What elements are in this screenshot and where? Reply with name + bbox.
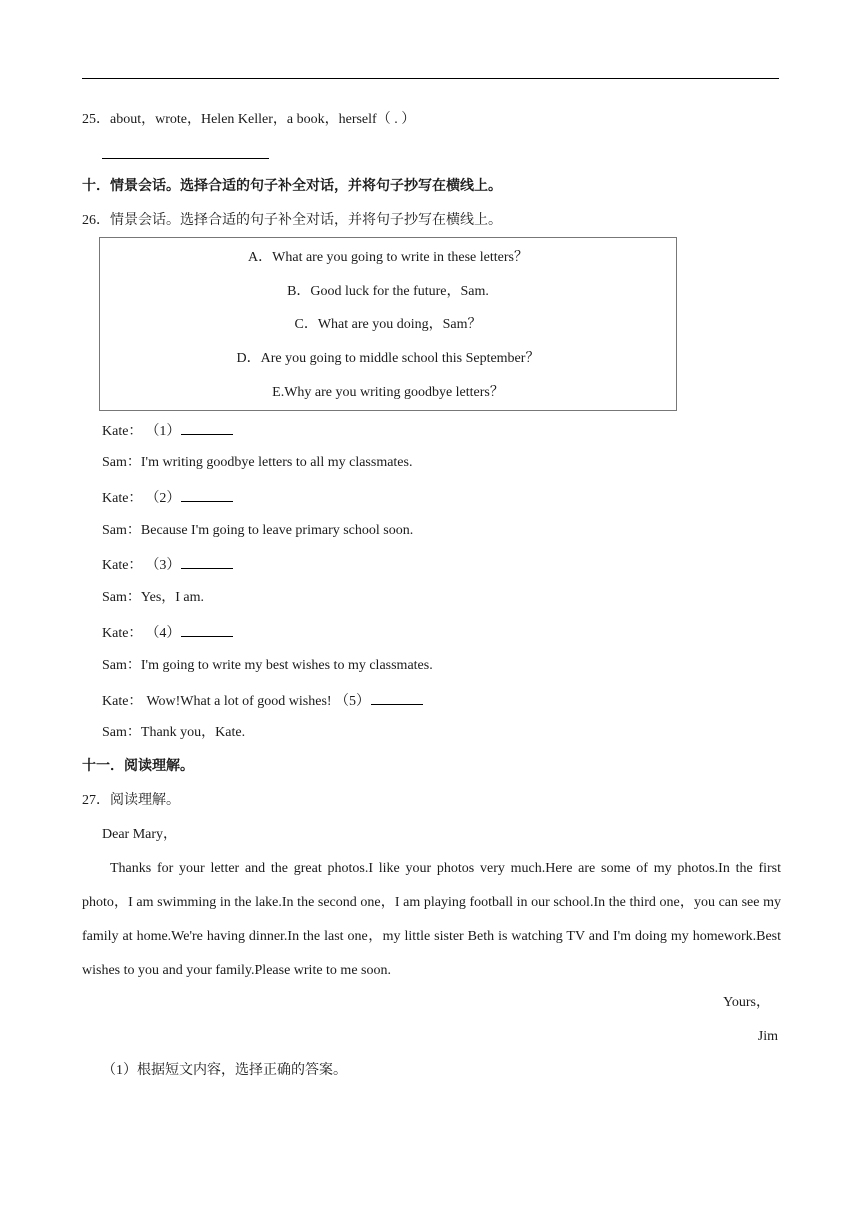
speaker: Kate： bbox=[102, 558, 143, 573]
option-d: D．Are you going to middle school this September？ bbox=[236, 351, 540, 366]
speaker: Sam： bbox=[102, 590, 141, 605]
dialog-line-9 bbox=[102, 690, 423, 712]
dialog-text: Yes，I am. bbox=[140, 590, 205, 605]
dialog-text: （2） bbox=[152, 491, 181, 506]
dialog-line-10 bbox=[102, 723, 245, 743]
option-b: B．Good luck for the future，Sam. bbox=[287, 284, 489, 299]
dialog-text: （1） bbox=[152, 424, 181, 439]
answer-blank[interactable] bbox=[181, 622, 233, 637]
dialog-line-4 bbox=[102, 521, 413, 541]
header-rule bbox=[82, 78, 779, 79]
dialog-text: （4） bbox=[152, 626, 181, 641]
letter-body-text: Thanks for your letter and the great photos.I like your photos very much.Here are some of my photos.In the first photo，I am swimming in the lake.In the second one，I am playing football in our school.In the third one，you can see my family at home.We're having dinner.In the last one，my little sister Beth is watching TV and I'm doing my homework.Best wishes to you and your family.Please write to me soon. bbox=[82, 861, 781, 978]
letter-greeting: Dear Mary， bbox=[102, 827, 178, 842]
dialog-text: I'm writing goodbye letters to all my classmates. bbox=[140, 455, 413, 470]
speaker: Kate： bbox=[102, 694, 143, 709]
answer-line-25[interactable] bbox=[102, 158, 269, 159]
dialog-line-3 bbox=[102, 487, 233, 509]
question-27: 27．阅读理解。 bbox=[82, 793, 180, 808]
dialog-line-1 bbox=[102, 420, 233, 442]
section-11-title: 十一．阅读理解。 bbox=[82, 759, 194, 774]
dialog-text: Because I'm going to leave primary school soon. bbox=[140, 523, 414, 538]
speaker: Kate： bbox=[102, 491, 143, 506]
dialog-line-7 bbox=[102, 622, 233, 644]
question-25: 25．about，wrote，Helen Keller，a book，herself（ . ） bbox=[82, 112, 416, 127]
answer-blank[interactable] bbox=[181, 554, 233, 569]
answer-blank[interactable] bbox=[181, 487, 233, 502]
sub-question-1: （1）根据短文内容，选择正确的答案。 bbox=[102, 1063, 347, 1078]
dialog-text: Thank you，Kate. bbox=[140, 725, 246, 740]
speaker: Kate： bbox=[102, 424, 143, 439]
letter-signature: Jim bbox=[757, 1029, 778, 1044]
speaker: Sam： bbox=[102, 523, 141, 538]
section-10-title: 十．情景会话。选择合适的句子补全对话，并将句子抄写在横线上。 bbox=[82, 179, 502, 194]
speaker: Sam： bbox=[102, 658, 141, 673]
option-e: E.Why are you writing goodbye letters？ bbox=[272, 385, 504, 400]
question-26: 26．情景会话。选择合适的句子补全对话，并将句子抄写在横线上。 bbox=[82, 213, 502, 228]
speaker: Sam： bbox=[102, 725, 141, 740]
dialog-text: Wow!What a lot of good wishes! （5） bbox=[146, 694, 371, 709]
answer-blank[interactable] bbox=[371, 690, 423, 705]
dialog-line-2 bbox=[102, 453, 412, 473]
answer-blank[interactable] bbox=[181, 420, 233, 435]
dialog-line-6 bbox=[102, 588, 204, 608]
dialog-text: （3） bbox=[152, 558, 181, 573]
dialog-text: I'm going to write my best wishes to my classmates. bbox=[140, 658, 433, 673]
letter-closing: Yours， bbox=[723, 995, 770, 1010]
dialog-line-5 bbox=[102, 554, 233, 576]
speaker: Sam： bbox=[102, 455, 141, 470]
letter-body bbox=[82, 852, 781, 988]
options-box bbox=[99, 237, 677, 411]
option-a: A．What are you going to write in these letters？ bbox=[248, 250, 528, 265]
dialog-line-8 bbox=[102, 656, 433, 676]
speaker: Kate： bbox=[102, 626, 143, 641]
option-c: C．What are you doing，Sam？ bbox=[294, 317, 482, 332]
